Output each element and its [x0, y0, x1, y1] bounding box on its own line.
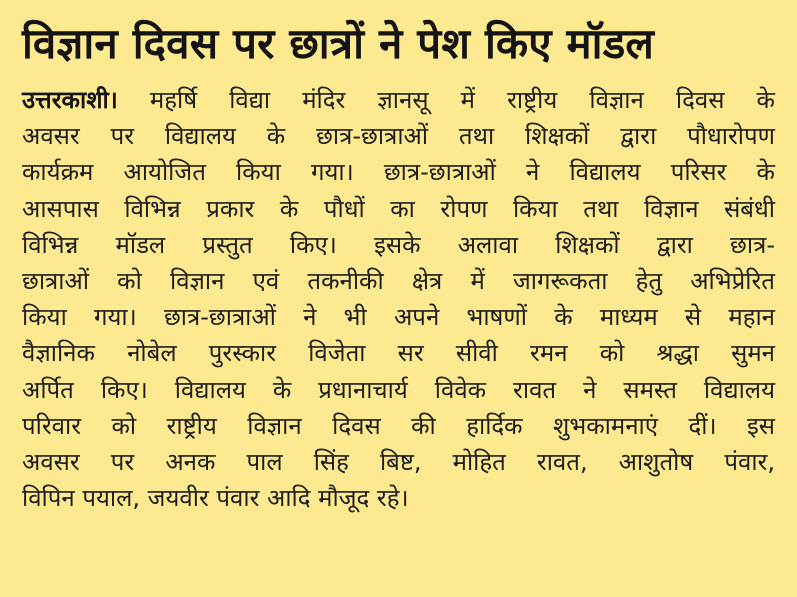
- article-line: परिवार को राष्ट्रीय विज्ञान दिवस की हार्दिक शुभकामनाएं दीं। इस: [22, 411, 775, 440]
- article-line: अर्पित किए। विद्यालय के प्रधानाचार्य विवेक रावत ने समस्त विद्यालय: [22, 375, 775, 404]
- article-line: छात्राओं को विज्ञान एवं तकनीकी क्षेत्र में जागरूकता हेतु अभिप्रेरित: [22, 267, 775, 296]
- article-line: अवसर पर अनक पाल सिंह बिष्ट, मोहित रावत, आशुतोष पंवार,: [22, 448, 775, 477]
- article-dateline: उत्तरकाशी।: [22, 86, 118, 114]
- article-line: कार्यक्रम आयोजित किया गया। छात्र-छात्राओं ने विद्यालय परिसर के: [22, 158, 775, 187]
- article-line: आसपास विभिन्न प्रकार के पौधों का रोपण किया तथा विज्ञान संबंधी: [22, 194, 775, 223]
- article-line: किया गया। छात्र-छात्राओं ने भी अपने भाषणों के माध्यम से महान: [22, 303, 775, 332]
- article-line: [22, 82, 775, 118]
- article-line: अवसर पर विद्यालय के छात्र-छात्राओं तथा शिक्षकों द्वारा पौधारोपण: [22, 122, 775, 151]
- article-line: विपिन पयाल, जयवीर पंवार आदि मौजूद रहे।: [22, 484, 409, 513]
- article-line: वैज्ञानिक नोबेल पुरस्कार विजेता सर सीवी रमन को श्रद्धा सुमन: [22, 339, 775, 368]
- article-line: विभिन्न मॉडल प्रस्तुत किए। इसके अलावा शिक्षकों द्वारा छात्र-: [22, 230, 775, 259]
- article-headline: विज्ञान दिवस पर छात्रों ने पेश किए मॉडल: [22, 19, 655, 68]
- article-body: [22, 82, 775, 516]
- article-line-text: महर्षि विद्या मंदिर ज्ञानसू में राष्ट्रीय विज्ञान दिवस के: [117, 86, 775, 114]
